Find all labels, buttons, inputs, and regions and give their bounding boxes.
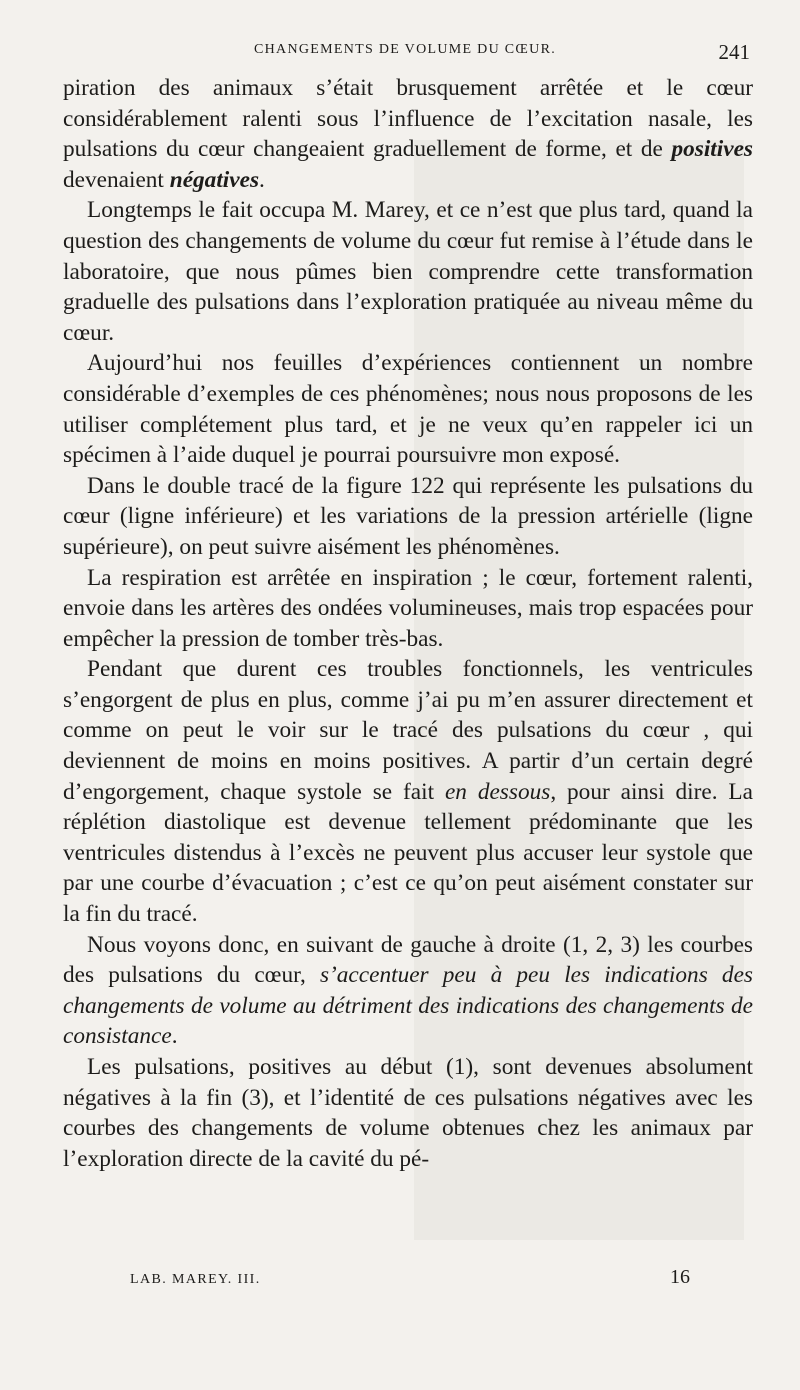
signature-number: 16 [670, 1266, 690, 1288]
paragraph [63, 348, 753, 470]
page-number: 241 [718, 40, 750, 64]
text-run: . [171, 1023, 178, 1050]
text-run: devenaient [63, 166, 170, 193]
paragraph [63, 195, 753, 348]
text-run: La respiration est arrêtée en inspiration ; le cœur, fortement ralenti, envoie dans les artères des ondées volumineuses, mais trop espacées pour empêcher la pression de tomber très-bas. [63, 564, 753, 652]
text-run: . [259, 166, 265, 193]
text-run: Aujourd’hui nos feuilles d’expériences contiennent un nombre considérable d’exemples de ces phénomènes; nous nous proposons de les utiliser complétement plus tard, et je ne veux qu’en rappeler ici un spécimen à l’aide duquel je pourrai poursuivre mon exposé. [63, 350, 753, 469]
running-head [60, 40, 750, 64]
emphasis-bold-italic: négatives [169, 166, 260, 193]
paragraph [63, 563, 753, 655]
emphasis-italic: en dessous [444, 778, 551, 805]
paragraph [63, 654, 753, 929]
emphasis-bold-italic: positives [671, 136, 753, 163]
paragraph [63, 471, 753, 563]
text-run: Pendant que durent ces troubles fonctionnels, les ventricules s’engorgent de plus en plus, comme j’ai pu m’en assurer directement et comme on peut le voir sur le tracé des pulsations du cœur , qui deviennent de moins en moins positives. A partir d’un certain degré d’engorgement, chaque systole se fait [63, 656, 753, 805]
text-run: Nous voyons donc, en suivant de gauche à droite (1, 2, 3) les courbes des pulsations du cœur, [63, 931, 753, 989]
text-run: Longtemps le fait occupa M. Marey, et ce n’est que plus tard, quand la question des changements de volume du cœur fut remise à l’étude dans le laboratoire, que nous pûmes bien comprendre cette transformation graduelle des pulsations dans l’exploration pratiquée au niveau même du cœur. [63, 197, 753, 346]
paragraph [63, 1052, 753, 1174]
printer-signature: LAB. MAREY. III. [130, 1272, 261, 1287]
text-run: , pour ainsi dire. La réplétion diastolique est devenue tellement prédominante que les ventricules distendus à l’excès ne peuvent plus accuser leur systole que par une courbe d’évacuation ; c’est ce qu’on peut aisément constater sur la fin du tracé. [63, 778, 753, 928]
text-run: Les pulsations, positives au début (1), sont devenues absolument négatives à la fin (3), et l’identité de ces pulsations négatives avec les courbes des changements de volume obtenues chez les animaux par l’exploration directe de la cavité du pé- [63, 1054, 753, 1172]
body-text [63, 73, 753, 1174]
paragraph [63, 930, 753, 1052]
text-run: Dans le double tracé de la figure 122 qui représente les pulsations du cœur (ligne inférieure) et les variations de la pression artérielle (ligne supérieure), on peut suivre aisément les phénomènes. [63, 472, 753, 560]
paragraph [63, 73, 753, 195]
text-run: piration des animaux s’était brusquement arrêtée et le cœur considérablement ralenti sous l’influence de l’excitation nasale, les pulsations du cœur changeaient graduellement de forme, et de [63, 75, 753, 163]
running-title: CHANGEMENTS DE VOLUME DU CŒUR. [253, 42, 557, 57]
emphasis-italic: s’accentuer peu à peu les indications des changements de volume au détriment des indications des changements de consistance [63, 962, 753, 1050]
footer [130, 1266, 690, 1290]
